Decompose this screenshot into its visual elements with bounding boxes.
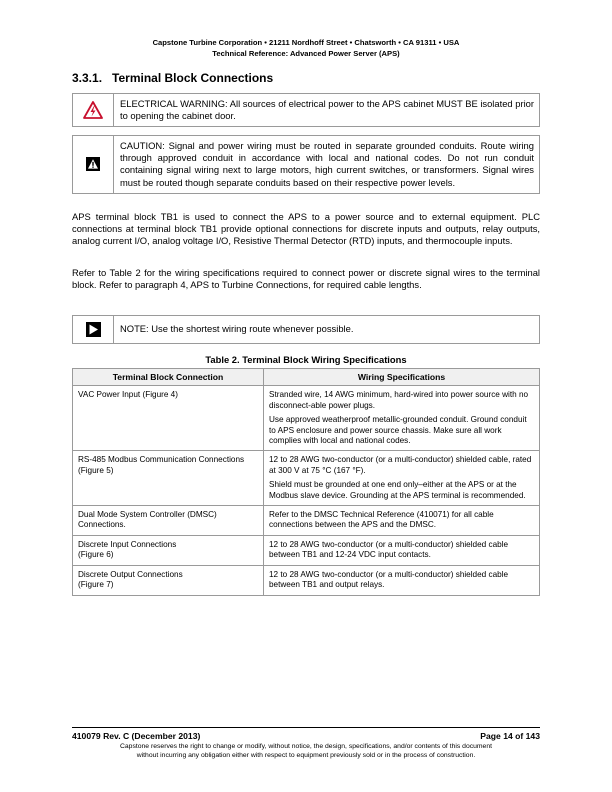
connection-cell: Dual Mode System Controller (DMSC) Connections. bbox=[73, 506, 264, 536]
spec-text: 12 to 28 AWG two-conductor (or a multi-conductor) shielded cable between TB1 and 12-24 VDC input contacts. bbox=[269, 539, 509, 560]
spec-text: 12 to 28 AWG two-conductor (or a multi-conductor) shielded cable between TB1 and output relays. bbox=[269, 569, 509, 590]
table-row bbox=[73, 386, 540, 451]
footer-disclaimer bbox=[72, 743, 540, 761]
table-row bbox=[73, 535, 540, 565]
spec-cell bbox=[264, 506, 540, 536]
connection-cell: VAC Power Input (Figure 4) bbox=[73, 386, 264, 451]
spec-text: Stranded wire, 14 AWG minimum, hard-wired into power source with no disconnect-able power plugs. bbox=[269, 390, 529, 410]
connection-figure-ref: (Figure 7) bbox=[78, 580, 114, 590]
page-header bbox=[0, 37, 612, 59]
caution-text: CAUTION: Signal and power wiring must be routed in separate grounded conduits. Route wiring through approved conduit in accordance with local and national codes. Do not run conduit containing signal wiring next to large motors, high current switches, or transformers. Signal wires must be routed though separate conduits based on their respective power levels. bbox=[120, 140, 534, 188]
warning-text: ELECTRICAL WARNING: All sources of electrical power to the APS cabinet MUST BE isolated prior to opening the cabinet door. bbox=[120, 98, 534, 122]
electrical-warning-box bbox=[72, 93, 540, 127]
footer-divider bbox=[72, 727, 540, 728]
connection-figure-ref: (Figure 6) bbox=[78, 550, 114, 560]
spec-cell bbox=[264, 565, 540, 595]
warning-icon-cell bbox=[73, 94, 114, 126]
header-company-line: Capstone Turbine Corporation • 21211 Nordhoff Street • Chatsworth • CA 91311 • USA bbox=[152, 38, 460, 47]
note-text: NOTE: Use the shortest wiring route whenever possible. bbox=[120, 323, 354, 335]
caution-icon-cell bbox=[73, 136, 114, 193]
table-caption: Table 2. Terminal Block Wiring Specifications bbox=[205, 354, 407, 365]
body-paragraph-tb1: APS terminal block TB1 is used to connect the APS to a power source and to external equipment. PLC connections at terminal block TB1 provide optional connections for discrete inputs and outputs, relay outputs, analog current I/O, analog voltage I/O, Resistive Thermal Detector (RTD) inputs, and thermocouple inputs. bbox=[72, 211, 540, 247]
body-paragraph-table-ref: Refer to Table 2 for the wiring specifications required to connect power or discrete signal wires to the terminal block. Refer to paragraph 4, APS to Turbine Connections, for required cable lengths. bbox=[72, 267, 540, 291]
table-row bbox=[73, 565, 540, 595]
section-heading bbox=[72, 71, 273, 85]
header-doc-title: Technical Reference: Advanced Power Server (APS) bbox=[212, 49, 400, 58]
column-header-specifications: Wiring Specifications bbox=[264, 369, 540, 386]
spec-cell bbox=[264, 535, 540, 565]
note-icon-cell bbox=[73, 316, 114, 343]
spec-cell bbox=[264, 451, 540, 506]
section-number: 3.3.1. bbox=[72, 71, 103, 85]
table-header-row bbox=[73, 369, 540, 386]
connection-cell bbox=[73, 535, 264, 565]
footer-disclaimer-line1: Capstone reserves the right to change or modify, without notice, the design, specifications, and/or contents of this document bbox=[119, 743, 493, 750]
column-header-connection: Terminal Block Connection bbox=[73, 369, 264, 386]
spec-text: Refer to the DMSC Technical Reference (410071) for all cable connections between the APS and the DMSC. bbox=[269, 510, 494, 530]
section-title: Terminal Block Connections bbox=[112, 71, 274, 85]
connection-name: Discrete Input Connections bbox=[78, 539, 177, 549]
connection-cell: RS-485 Modbus Communication Connections (Figure 5) bbox=[73, 451, 264, 506]
caution-icon bbox=[86, 157, 100, 171]
electrical-hazard-icon bbox=[83, 101, 103, 119]
connection-name: Discrete Output Connections bbox=[78, 569, 183, 579]
footer-disclaimer-line2: without incurring any obligation either with respect to equipment previously sold or in the process of construction. bbox=[136, 751, 476, 759]
table-row bbox=[73, 451, 540, 506]
connection-cell bbox=[73, 565, 264, 595]
table-row bbox=[73, 506, 540, 536]
spec-text: 12 to 28 AWG two-conductor (or a multi-conductor) shielded cable, rated at 300 V at 75 °C (167 °F). bbox=[269, 455, 532, 475]
footer-doc-revision: 410079 Rev. C (December 2013) bbox=[72, 731, 201, 741]
spec-cell bbox=[264, 386, 540, 451]
note-box bbox=[72, 315, 540, 344]
arrow-right-icon bbox=[86, 322, 101, 337]
caution-box bbox=[72, 135, 540, 194]
spec-text: Shield must be grounded at one end only–either at the APS or at the Modbus slave device. Grounding at the APS terminal is recommended. bbox=[269, 480, 526, 500]
wiring-spec-table bbox=[72, 368, 540, 596]
spec-text: Use approved weatherproof metallic-grounded conduit. Ground conduit to APS enclosure and power source chassis. Make sure all work complies with local and national codes. bbox=[269, 415, 527, 446]
footer-page-number: Page 14 of 143 bbox=[480, 731, 540, 741]
